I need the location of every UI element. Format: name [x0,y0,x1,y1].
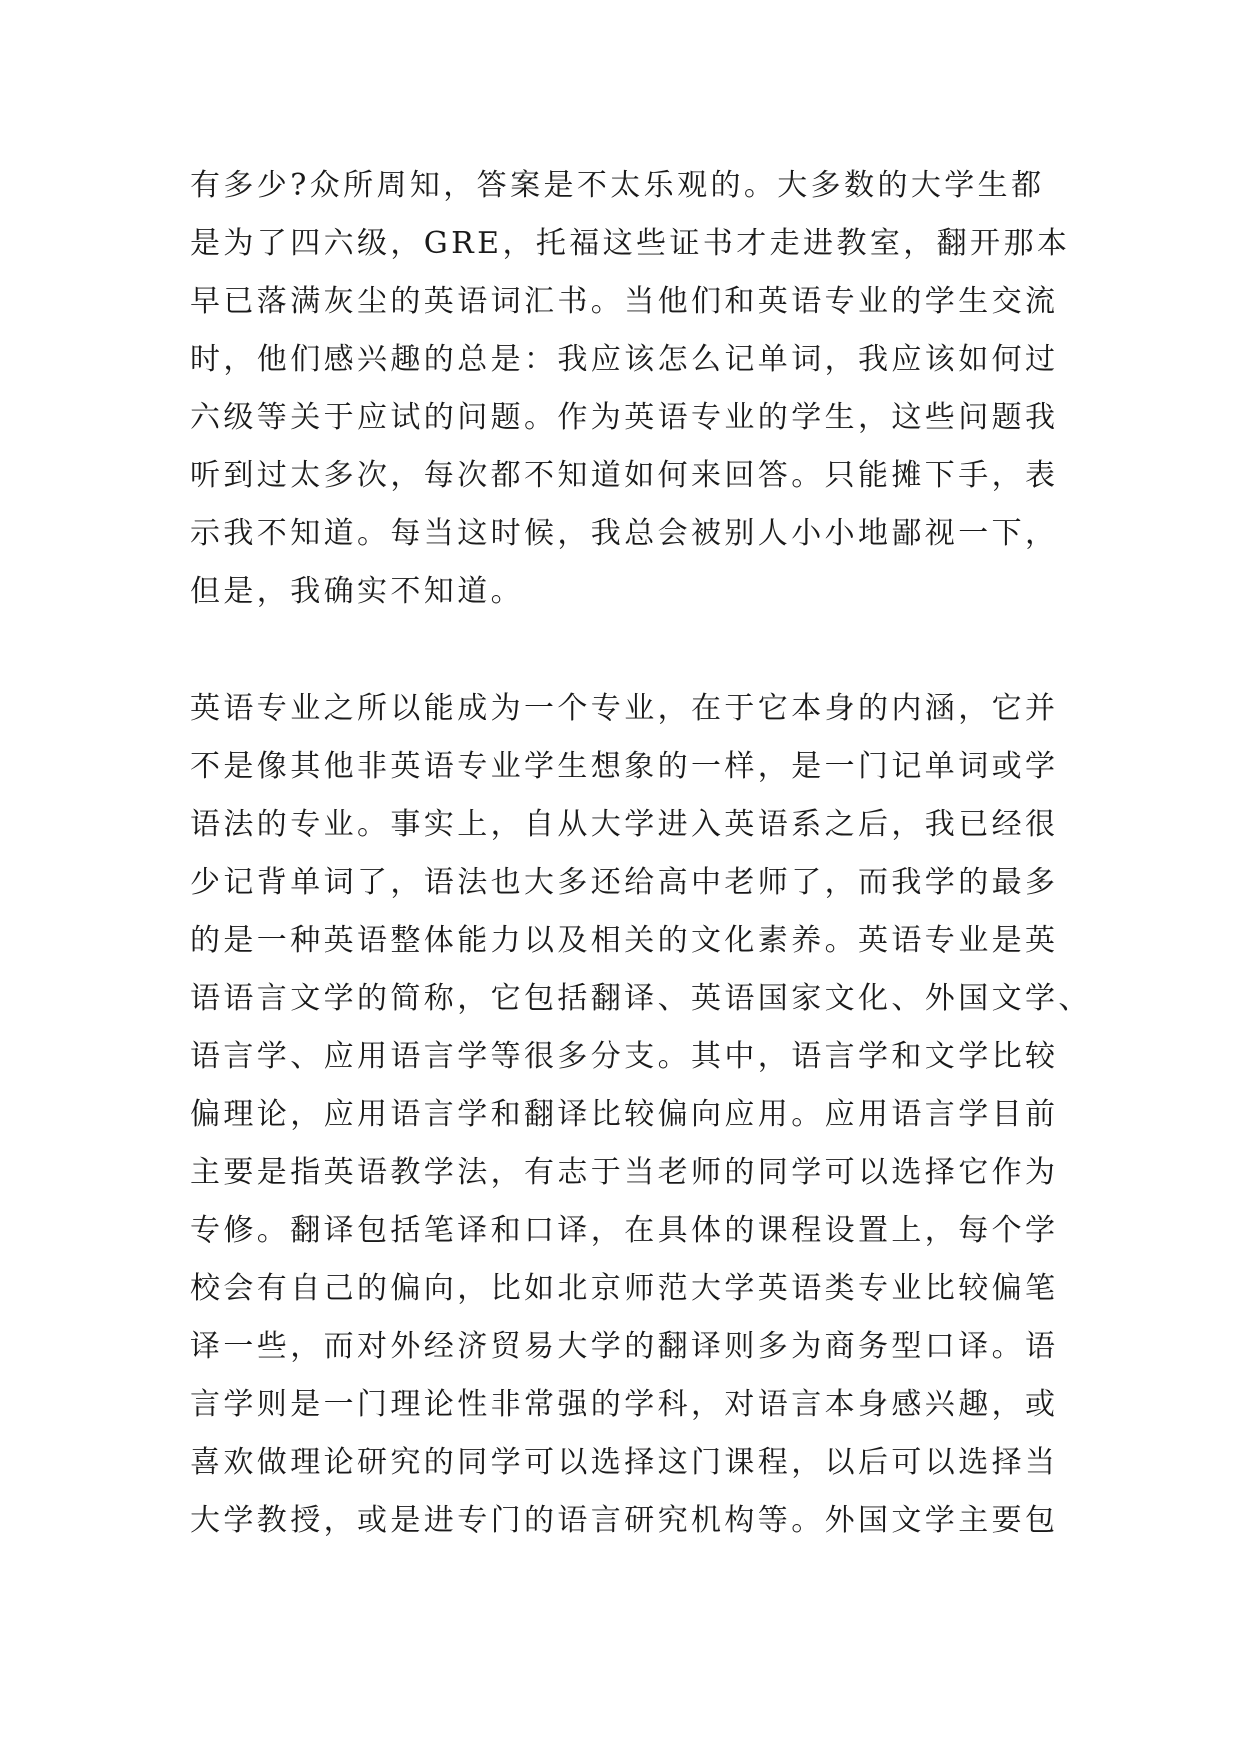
text-line: 不是像其他非英语专业学生想象的一样，是一门记单词或学 [190,749,1059,784]
paragraph-2 [190,680,1092,1550]
text-line: 但是，我确实不知道。 [190,574,524,609]
text-line: 六级等关于应试的问题。作为英语专业的学生，这些问题我 [190,400,1059,435]
text-line: 早已落满灰尘的英语词汇书。当他们和英语专业的学生交流 [190,284,1059,319]
text-line: 大学教授，或是进专门的语言研究机构等。外国文学主要包 [190,1503,1059,1538]
text-line: 有多少?众所周知，答案是不太乐观的。大多数的大学生都 [190,168,1045,203]
paragraph-1 [190,157,1071,621]
text-line: 英语专业之所以能成为一个专业，在于它本身的内涵，它并 [190,691,1059,726]
text-line: 喜欢做理论研究的同学可以选择这门课程，以后可以选择当 [190,1445,1059,1480]
text-line: 时，他们感兴趣的总是：我应该怎么记单词，我应该如何过 [190,342,1059,377]
text-line: 听到过太多次，每次都不知道如何来回答。只能摊下手，表 [190,458,1059,493]
text-line: 少记背单词了，语法也大多还给高中老师了，而我学的最多 [190,865,1059,900]
text-line: 语言学、应用语言学等很多分支。其中，语言学和文学比较 [190,1039,1059,1074]
text-line: 的是一种英语整体能力以及相关的文化素养。英语专业是英 [190,923,1059,958]
text-line: 专修。翻译包括笔译和口译，在具体的课程设置上，每个学 [190,1213,1059,1248]
text-line: 言学则是一门理论性非常强的学科，对语言本身感兴趣，或 [190,1387,1059,1422]
text-line: 偏理论，应用语言学和翻译比较偏向应用。应用语言学目前 [190,1097,1059,1132]
text-line: 是为了四六级，GRE，托福这些证书才走进教室，翻开那本 [190,226,1071,261]
text-line: 译一些，而对外经济贸易大学的翻译则多为商务型口译。语 [190,1329,1059,1364]
text-line: 校会有自己的偏向，比如北京师范大学英语类专业比较偏笔 [190,1271,1059,1306]
text-line: 示我不知道。每当这时候，我总会被别人小小地鄙视一下， [190,516,1059,551]
text-line: 语语言文学的简称，它包括翻译、英语国家文化、外国文学、 [190,981,1092,1016]
text-line: 语法的专业。事实上，自从大学进入英语系之后，我已经很 [190,807,1059,842]
text-line: 主要是指英语教学法，有志于当老师的同学可以选择它作为 [190,1155,1059,1190]
